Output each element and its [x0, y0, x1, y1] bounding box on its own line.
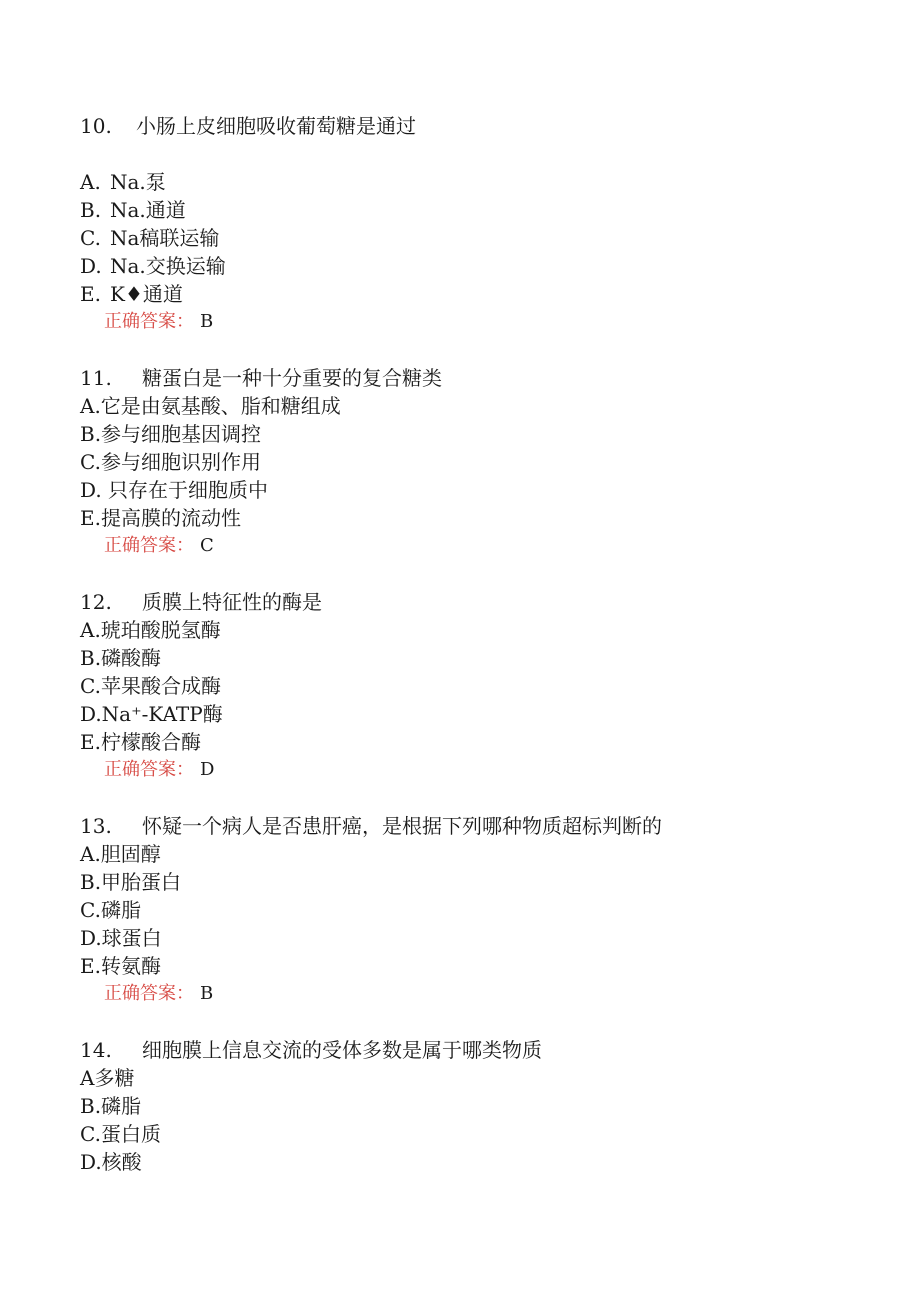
- option-e: E.提高膜的流动性: [80, 506, 241, 530]
- option-text: Na.通道: [110, 198, 186, 222]
- question-number: 10.: [80, 114, 112, 138]
- option-e: E.转氨酶: [80, 954, 161, 978]
- answer-value: C: [200, 535, 214, 556]
- option-a: A多糖: [80, 1066, 135, 1090]
- option-text: Na.交换运输: [110, 254, 226, 278]
- correct-answer: [80, 532, 860, 560]
- question-stem: [80, 588, 860, 616]
- option-e: E.柠檬酸合酶: [80, 730, 201, 754]
- answer-label: 正确答案：: [104, 759, 194, 780]
- question-text: 小肠上皮细胞吸收葡萄糖是通过: [136, 114, 416, 138]
- option-letter: A.: [80, 170, 101, 194]
- question-stem: [80, 112, 860, 140]
- option-letter: D.: [80, 254, 102, 278]
- document-page: [80, 112, 860, 1204]
- question-number: 12.: [80, 590, 112, 614]
- question-text: 怀疑一个病人是否患肝癌，是根据下列哪种物质超标判断的: [142, 814, 662, 838]
- option-b: B.参与细胞基因调控: [80, 422, 262, 446]
- question-14: [80, 1036, 860, 1176]
- answer-label: 正确答案：: [104, 311, 194, 332]
- answer-value: D: [200, 759, 215, 780]
- option-c: C.蛋白质: [80, 1122, 161, 1146]
- correct-answer: [80, 756, 860, 784]
- option-a: A.它是由氨基酸、脂和糖组成: [80, 394, 341, 418]
- question-13: [80, 812, 860, 1008]
- answer-label: 正确答案：: [104, 983, 194, 1004]
- question-text: 细胞膜上信息交流的受体多数是属于哪类物质: [142, 1038, 542, 1062]
- question-stem: [80, 364, 860, 392]
- answer-label: 正确答案：: [104, 535, 194, 556]
- option-text: Na稿联运输: [110, 226, 220, 250]
- option-c: C.苹果酸合成酶: [80, 674, 221, 698]
- option-letter: C.: [80, 226, 101, 250]
- option-d: D.球蛋白: [80, 926, 162, 950]
- question-number: 14.: [80, 1038, 112, 1062]
- spacer: [80, 140, 860, 168]
- option-b: [80, 196, 860, 224]
- question-11: [80, 364, 860, 560]
- option-letter: E.: [80, 282, 101, 306]
- option-b: B.甲胎蛋白: [80, 870, 182, 894]
- option-b: B.磷酸酶: [80, 646, 162, 670]
- option-c: C.参与细胞识别作用: [80, 450, 261, 474]
- option-text: K♦通道: [110, 282, 183, 306]
- answer-value: B: [200, 311, 214, 332]
- option-b: B.磷脂: [80, 1094, 142, 1118]
- option-a: [80, 168, 860, 196]
- question-number: 13.: [80, 814, 112, 838]
- option-d: D.核酸: [80, 1150, 142, 1174]
- option-c: [80, 224, 860, 252]
- answer-value: B: [200, 983, 214, 1004]
- option-d: [80, 252, 860, 280]
- option-d: D. 只存在于细胞质中: [80, 478, 269, 502]
- question-number: 11.: [80, 366, 112, 390]
- question-10: [80, 112, 860, 336]
- option-a: A.胆固醇: [80, 842, 161, 866]
- question-stem: [80, 812, 860, 840]
- option-e: [80, 280, 860, 308]
- question-text: 糖蛋白是一种十分重要的复合糖类: [142, 366, 442, 390]
- option-text: Na.泵: [110, 170, 166, 194]
- correct-answer: [80, 980, 860, 1008]
- option-d: D.Na⁺-KATP酶: [80, 702, 223, 726]
- option-letter: B.: [80, 198, 102, 222]
- correct-answer: [80, 308, 860, 336]
- question-12: [80, 588, 860, 784]
- question-stem: [80, 1036, 860, 1064]
- option-c: C.磷脂: [80, 898, 141, 922]
- question-text: 质膜上特征性的酶是: [142, 590, 322, 614]
- option-a: A.琥珀酸脱氢酶: [80, 618, 221, 642]
